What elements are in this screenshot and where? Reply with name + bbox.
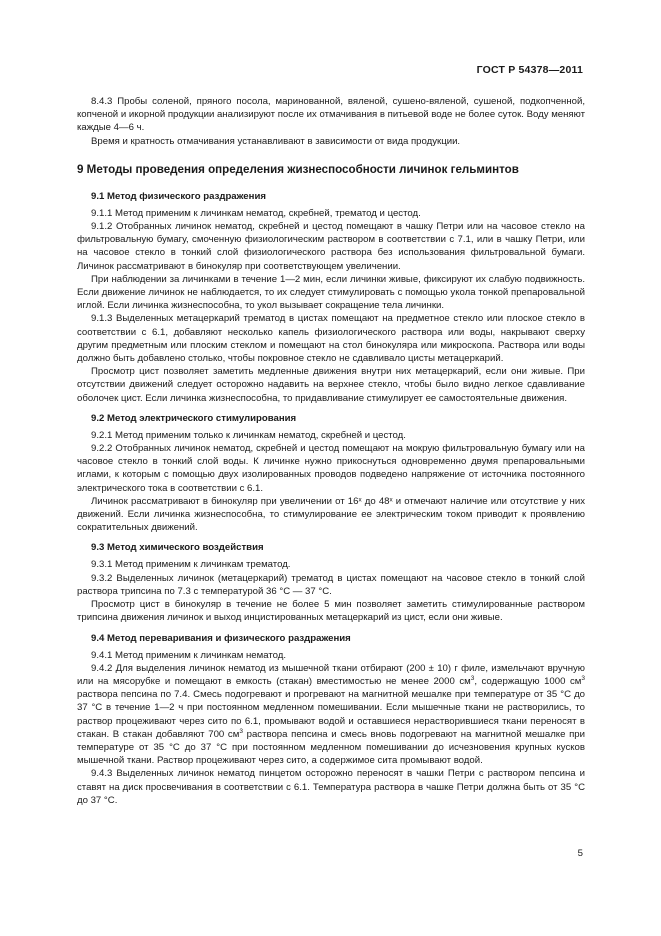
paragraph-trypsin: Просмотр цист в бинокуляр в течение не более 5 мин позволяет заметить стимулированные раствором трипсина движения личинок и выход инцистированных метацеркарий из цист, если они живые.: [77, 599, 585, 624]
paragraph-soaking-time: Время и кратность отмачивания устанавливают в зависимости от вида продукции.: [91, 135, 461, 147]
paragraph-9-1-3: 9.1.3 Выделенных метацеркарий трематод в цистах помещают на предметное стекло или плоское стекло в соответствии с 6.1, добавляют несколько капель физиологического раствора или воды, накрывают сверху другим предметным или плоским стеклом и помещают на стол бинокуляра или микроскопа. Раствора или воды должно быть добавлено столько, чтобы покровное стекло не сдавливало цисты метацеркарий.: [77, 313, 585, 365]
paragraph-9-2-1: 9.2.1 Метод применим только к личинкам нематод, скребней и цестод.: [91, 429, 406, 441]
subsection-9-1-title: 9.1 Метод физического раздражения: [91, 190, 266, 202]
paragraph-binocular: Личинок рассматривают в бинокуляр при увеличении от 16ˣ до 48ˣ и отмечают наличие или отсутствие у них движений. Если личинка жизнеспособна, то стимулирование ее электрическим током приводит к проявлению сократительных движений.: [77, 495, 585, 534]
text-segment: раствора пепсина и смесь вновь подогревают на магнитной мешалке при температуре от 35 °С до 37 °С при постоянном медленном помешивании до исчезновения крупных кусков мышечной ткани. Раствор процеживают через сито, а содержимое сита промывают водой.: [77, 728, 585, 767]
paragraph-9-1-1: 9.1.1 Метод применим к личинкам нематод, скребней, трематод и цестод.: [91, 207, 421, 219]
text-segment: раствора пепсина по 7.4. Смесь подогревают и прогревают на магнитной мешалке при температуре от 35 °С до 37 °С в течение 1—2 ч при постоянном медленном помешивании. Если мышечные ткани не растворились, то раствор процеживают через сито по 6.1, промывают водой и оставшиеся нерастворившиеся ткани переносят в стакан. В стакан добавляют 700 см: [77, 689, 585, 740]
paragraph-9-3-2: 9.3.2 Выделенных личинок (метацеркарий) трематод в цистах помещают на часовое стекло в тонкий слой раствора трипсина по 7.3 с температурой 36 °С — 37 °С.: [77, 572, 585, 597]
superscript: 3: [239, 727, 243, 735]
section-9-title: 9 Методы проведения определения жизнеспособности личинок гельминтов: [77, 162, 519, 176]
superscript: 3: [470, 674, 475, 682]
document-body: [77, 95, 585, 807]
text-segment: 9.4.2 Для выделения личинок нематод из мышечной ткани отбирают (200 ± 10) г филе, измельчают вручную или на мясорубке и помещают в емкость (стакан) вместимостью не менее 2000 см: [77, 662, 585, 687]
superscript: 3: [581, 674, 585, 682]
paragraph-9-4-3: 9.4.3 Выделенных личинок нематод пинцетом осторожно переносят в чашки Петри с раствором пепсина и ставят на диск просвечивания в соответствии с 6.1. Температура раствора в чашке Петри должна быть от 35 °С до 37 °С.: [77, 768, 585, 806]
subsection-9-3-title: 9.3 Метод химического воздействия: [91, 542, 264, 554]
paragraph-9-4-1: 9.4.1 Метод применим к личинкам нематод.: [91, 649, 287, 661]
paragraph-9-3-1: 9.3.1 Метод применим к личинкам трематод.: [91, 559, 291, 571]
document-code: ГОСТ Р 54378—2011: [476, 64, 583, 76]
subsection-9-4-title: 9.4 Метод переваривания и физического раздражения: [91, 632, 351, 644]
paragraph-observation: При наблюдении за личинками в течение 1—2 мин, если личинки живые, фиксируют их слабую подвижность. Если движение личинок не наблюдается, то их следует стимулировать с помощью укола тонкой препаровальной иглой. Если личинка жизнеспособна, то укол вызывает сокращение тела личинки.: [77, 273, 585, 312]
paragraph-9-1-2: 9.1.2 Отобранных личинок нематод, скребней и цестод помещают в чашку Петри или на часовое стекло на фильтровальную бумагу, смоченную физиологическим раствором в соответствии с 7.1, или в чашку Петри, или на часовое стекло в тонкий слой физиологического раствора без использования фильтровальной бумаги. Личинок рассматривают в бинокуляр при соответствующем увеличении.: [77, 221, 585, 272]
text-segment: , содержащую 1000 см: [474, 675, 582, 687]
subsection-9-2-title: 9.2 Метод электрического стимулирования: [91, 412, 297, 424]
paragraph-cysts-view: Просмотр цист позволяет заметить медленные движения внутри них метацеркарий, если они живые. При отсутствии движений следует осторожно надавить на верхнее стекло, чтобы было видно легкое сдавливание оболочек цист. Если личинка жизнеспособна, то придавливание стимулирует ее самостоятельные движения.: [77, 366, 585, 404]
page-number: 5: [577, 848, 583, 859]
paragraph-9-4-2: [77, 662, 585, 768]
paragraph-8-4-3: 8.4.3 Пробы соленой, пряного посола, маринованной, вяленой, сушено-вяленой, сушеной, подкопченной, копченой и икорной продукции анализируют после их отмачивания в питьевой воде не более суток. Воду меняют каждые 4—6 ч.: [77, 96, 585, 134]
paragraph-9-2-2: 9.2.2 Отобранных личинок нематод, скребней и цестод помещают на мокрую фильтровальную бумагу или на часовое стекло в тонкий слой воды. К личинке нужно прикоснуться одновременно двумя препаровальными иглами, к которым с помощью двух изолированных проводов подведено напряжение от источника постоянного электрического тока в соответствии с 6.1.: [77, 443, 585, 494]
